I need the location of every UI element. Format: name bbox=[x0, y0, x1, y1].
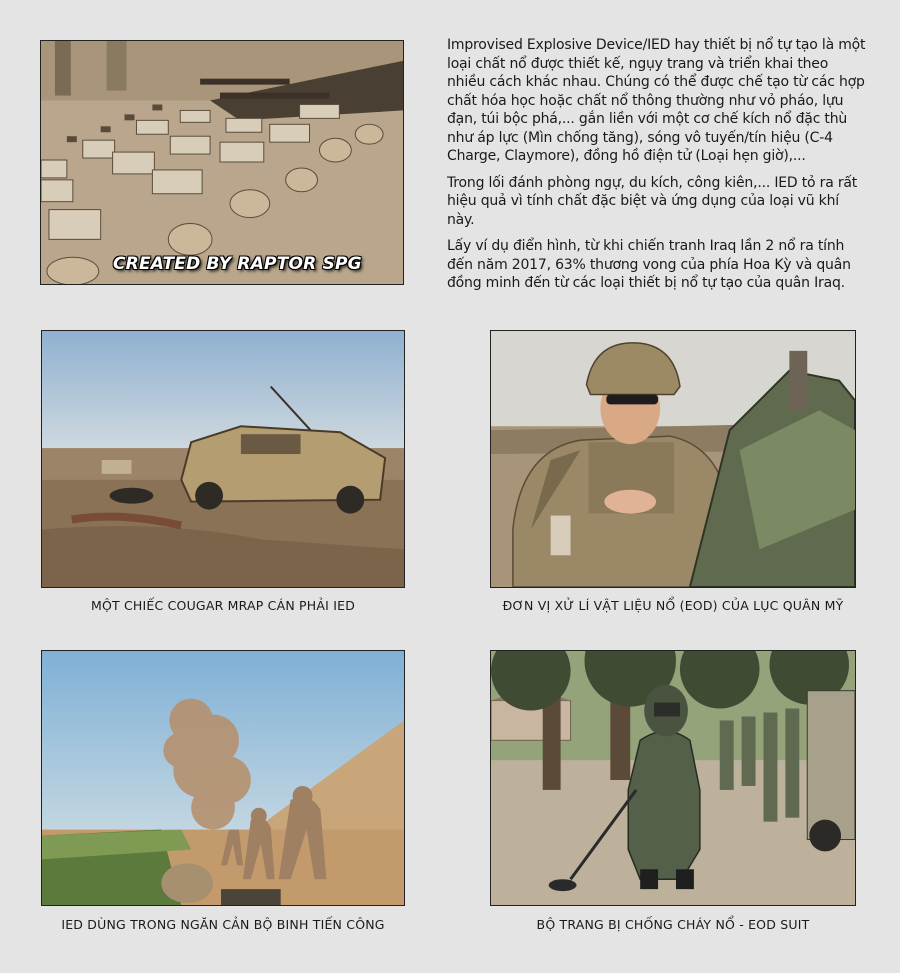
caption-suit: BỘ TRANG BỊ CHỐNG CHÁY NỔ - EOD SUIT bbox=[536, 917, 810, 932]
intro-paragraph: Trong lối đánh phòng ngự, du kích, công kiên,... IED tỏ ra rất hiệu quả vì tính chất đặc biệt và ứng dụng của loại vũ khí này. bbox=[447, 174, 858, 228]
intro-text bbox=[447, 36, 867, 301]
intro-paragraph: Lấy ví dụ điển hình, từ khi chiến tranh Iraq lần 2 nổ ra tính đến năm 2017, 63% thương vong của phía Hoa Kỳ và quân đồng minh đến từ các loại thiết bị nổ tự tạo của quân Iraq. bbox=[447, 238, 851, 291]
watermark: CREATED BY RAPTOR SPG bbox=[113, 254, 362, 274]
caption-eod: ĐƠN VỊ XỬ LÍ VẬT LIỆU NỔ (EOD) CỦA LỤC QUÂN MỸ bbox=[502, 598, 844, 613]
intro-paragraph: Improvised Explosive Device/IED hay thiết bị nổ tự tạo là một loại chất nổ được thiết kế, ngụy trang và triển khai theo nhiều cách khác nhau. Chúng có thể được chế tạo từ các hợp chất hóa học hoặc chất nổ thông thường như vỏ pháo, lựu đạn, túi bộc phá,... gắn liền với một cơ chế kích nổ đặc thù như áp lực (Mìn chống tăng), sóng vô tuyến/tín hiệu (C-4 Charge, Claymore), đồng hồ điện tử (Loại hẹn giờ),... bbox=[447, 37, 866, 164]
eod-suit-photo bbox=[490, 650, 856, 906]
caption-cougar: MỘT CHIẾC COUGAR MRAP CÁN PHẢI IED bbox=[90, 598, 356, 613]
cougar-mrap-photo bbox=[41, 330, 405, 588]
eod-soldier-photo bbox=[490, 330, 856, 588]
caption-infantry: IED DÙNG TRONG NGĂN CẢN BỘ BINH TIẾN CÔNG bbox=[61, 917, 385, 932]
ied-display-photo bbox=[40, 40, 404, 285]
infantry-explosion-photo bbox=[41, 650, 405, 906]
